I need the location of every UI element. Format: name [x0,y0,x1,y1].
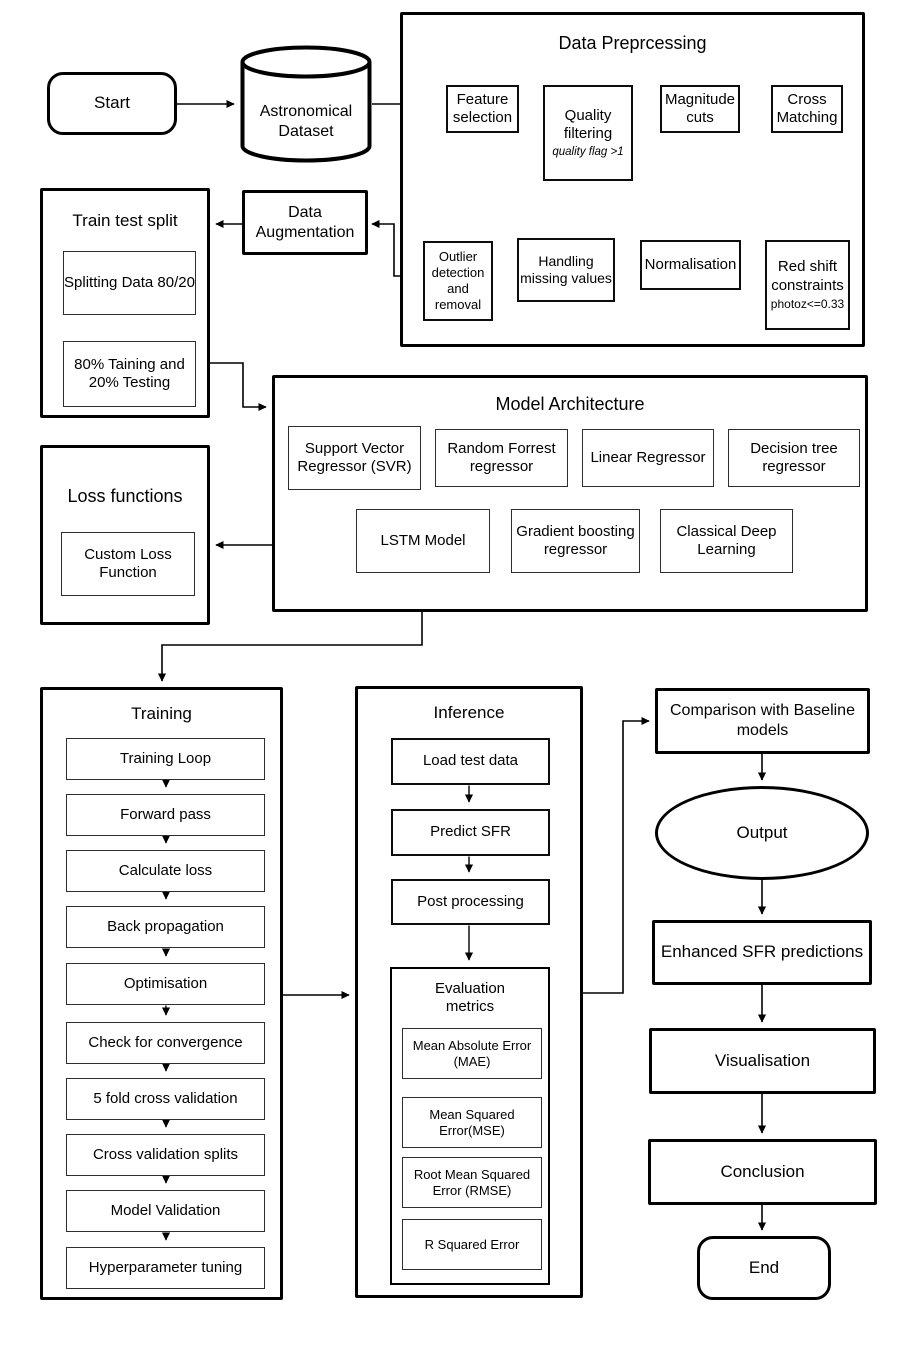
train-test-split-container [40,188,210,418]
end-node [697,1236,831,1300]
random-forest-node: Random Forrest regressor [435,429,568,487]
cross-matching-node: Cross Matching [771,85,843,133]
training-step-loop: Training Loop [66,738,265,780]
data-augmentation-node: Data Augmentation [242,190,368,255]
start-label: Start [94,93,130,113]
red-shift-note: photoz<=0.33 [770,296,845,311]
train-test-ratio-node: 80% Taining and 20% Testing [63,341,196,407]
training-step-cross-validation: 5 fold cross validation [66,1078,265,1120]
conclusion-node: Conclusion [648,1139,877,1205]
loss-functions-title: Loss functions [67,486,183,506]
metric-rmse-node: Root Mean Squared Error (RMSE) [402,1157,542,1208]
linear-regressor-node: Linear Regressor [582,429,714,487]
end-label: End [748,1257,780,1277]
arrow-split-to-model-architecture [210,363,266,407]
outlier-node: Outlier detection and removal [423,241,493,321]
metric-mae-node: Mean Absolute Error (MAE) [402,1028,542,1079]
training-step-model-validation: Model Validation [66,1190,265,1232]
comparison-node: Comparison with Baseline models [655,688,870,754]
inference-title: Inference [433,703,505,722]
model-architecture-container [272,375,868,612]
training-step-forward-pass: Forward pass [66,794,265,836]
preprocessing-container [400,12,865,347]
output-node: Output [655,786,869,880]
dataset-cylinder [240,45,372,165]
load-test-data-node: Load test data [391,738,550,785]
preprocessing-title: Data Preprcessing [558,33,707,53]
metric-r-squared-node: R Squared Error [402,1219,542,1270]
evaluation-metrics-container [390,967,550,1285]
enhanced-sfr-node: Enhanced SFR predictions [652,920,872,985]
dataset-label: Astronomical Dataset [259,103,353,140]
quality-filtering-note: quality flag >1 [552,146,624,159]
decision-tree-node: Decision tree regressor [728,429,860,487]
visualisation-node: Visualisation [649,1028,876,1094]
arrow-inference-to-comparison [583,721,649,993]
training-step-back-propagation: Back propagation [66,906,265,948]
train-test-split-title: Train test split [72,211,178,230]
predict-sfr-node: Predict SFR [391,809,550,856]
metric-mse-node: Mean Squared Error(MSE) [402,1097,542,1148]
lstm-node: LSTM Model [356,509,490,573]
loss-functions-container [40,445,210,625]
training-step-calculate-loss: Calculate loss [66,850,265,892]
start-node [47,72,177,135]
post-processing-node: Post processing [391,879,550,925]
training-step-convergence: Check for convergence [66,1022,265,1064]
training-step-hyperparameter: Hyperparameter tuning [66,1247,265,1289]
training-title: Training [131,704,192,723]
custom-loss-node: Custom Loss Function [61,532,195,596]
training-step-cv-splits: Cross validation splits [66,1134,265,1176]
inference-container [355,686,583,1298]
evaluation-metrics-title: Evaluation metrics [434,980,506,1015]
splitting-data-node: Splitting Data 80/20 [63,251,196,315]
training-step-optimisation: Optimisation [66,963,265,1005]
normalisation-node: Normalisation [640,240,741,290]
classical-dl-node: Classical Deep Learning [660,509,793,573]
svr-node: Support Vector Regressor (SVR) [288,426,421,490]
missing-values-node: Handling missing values [517,238,615,302]
training-container [40,687,283,1300]
red-shift-node: Red shift constraints photoz<=0.33 [765,240,850,330]
magnitude-cuts-node: Magnitude cuts [660,85,740,133]
quality-filtering-node: Quality filtering quality flag >1 [543,85,633,181]
feature-selection-node: Feature selection [446,85,519,133]
model-architecture-title: Model Architecture [495,394,645,414]
gradient-boosting-node: Gradient boosting regressor [511,509,640,573]
